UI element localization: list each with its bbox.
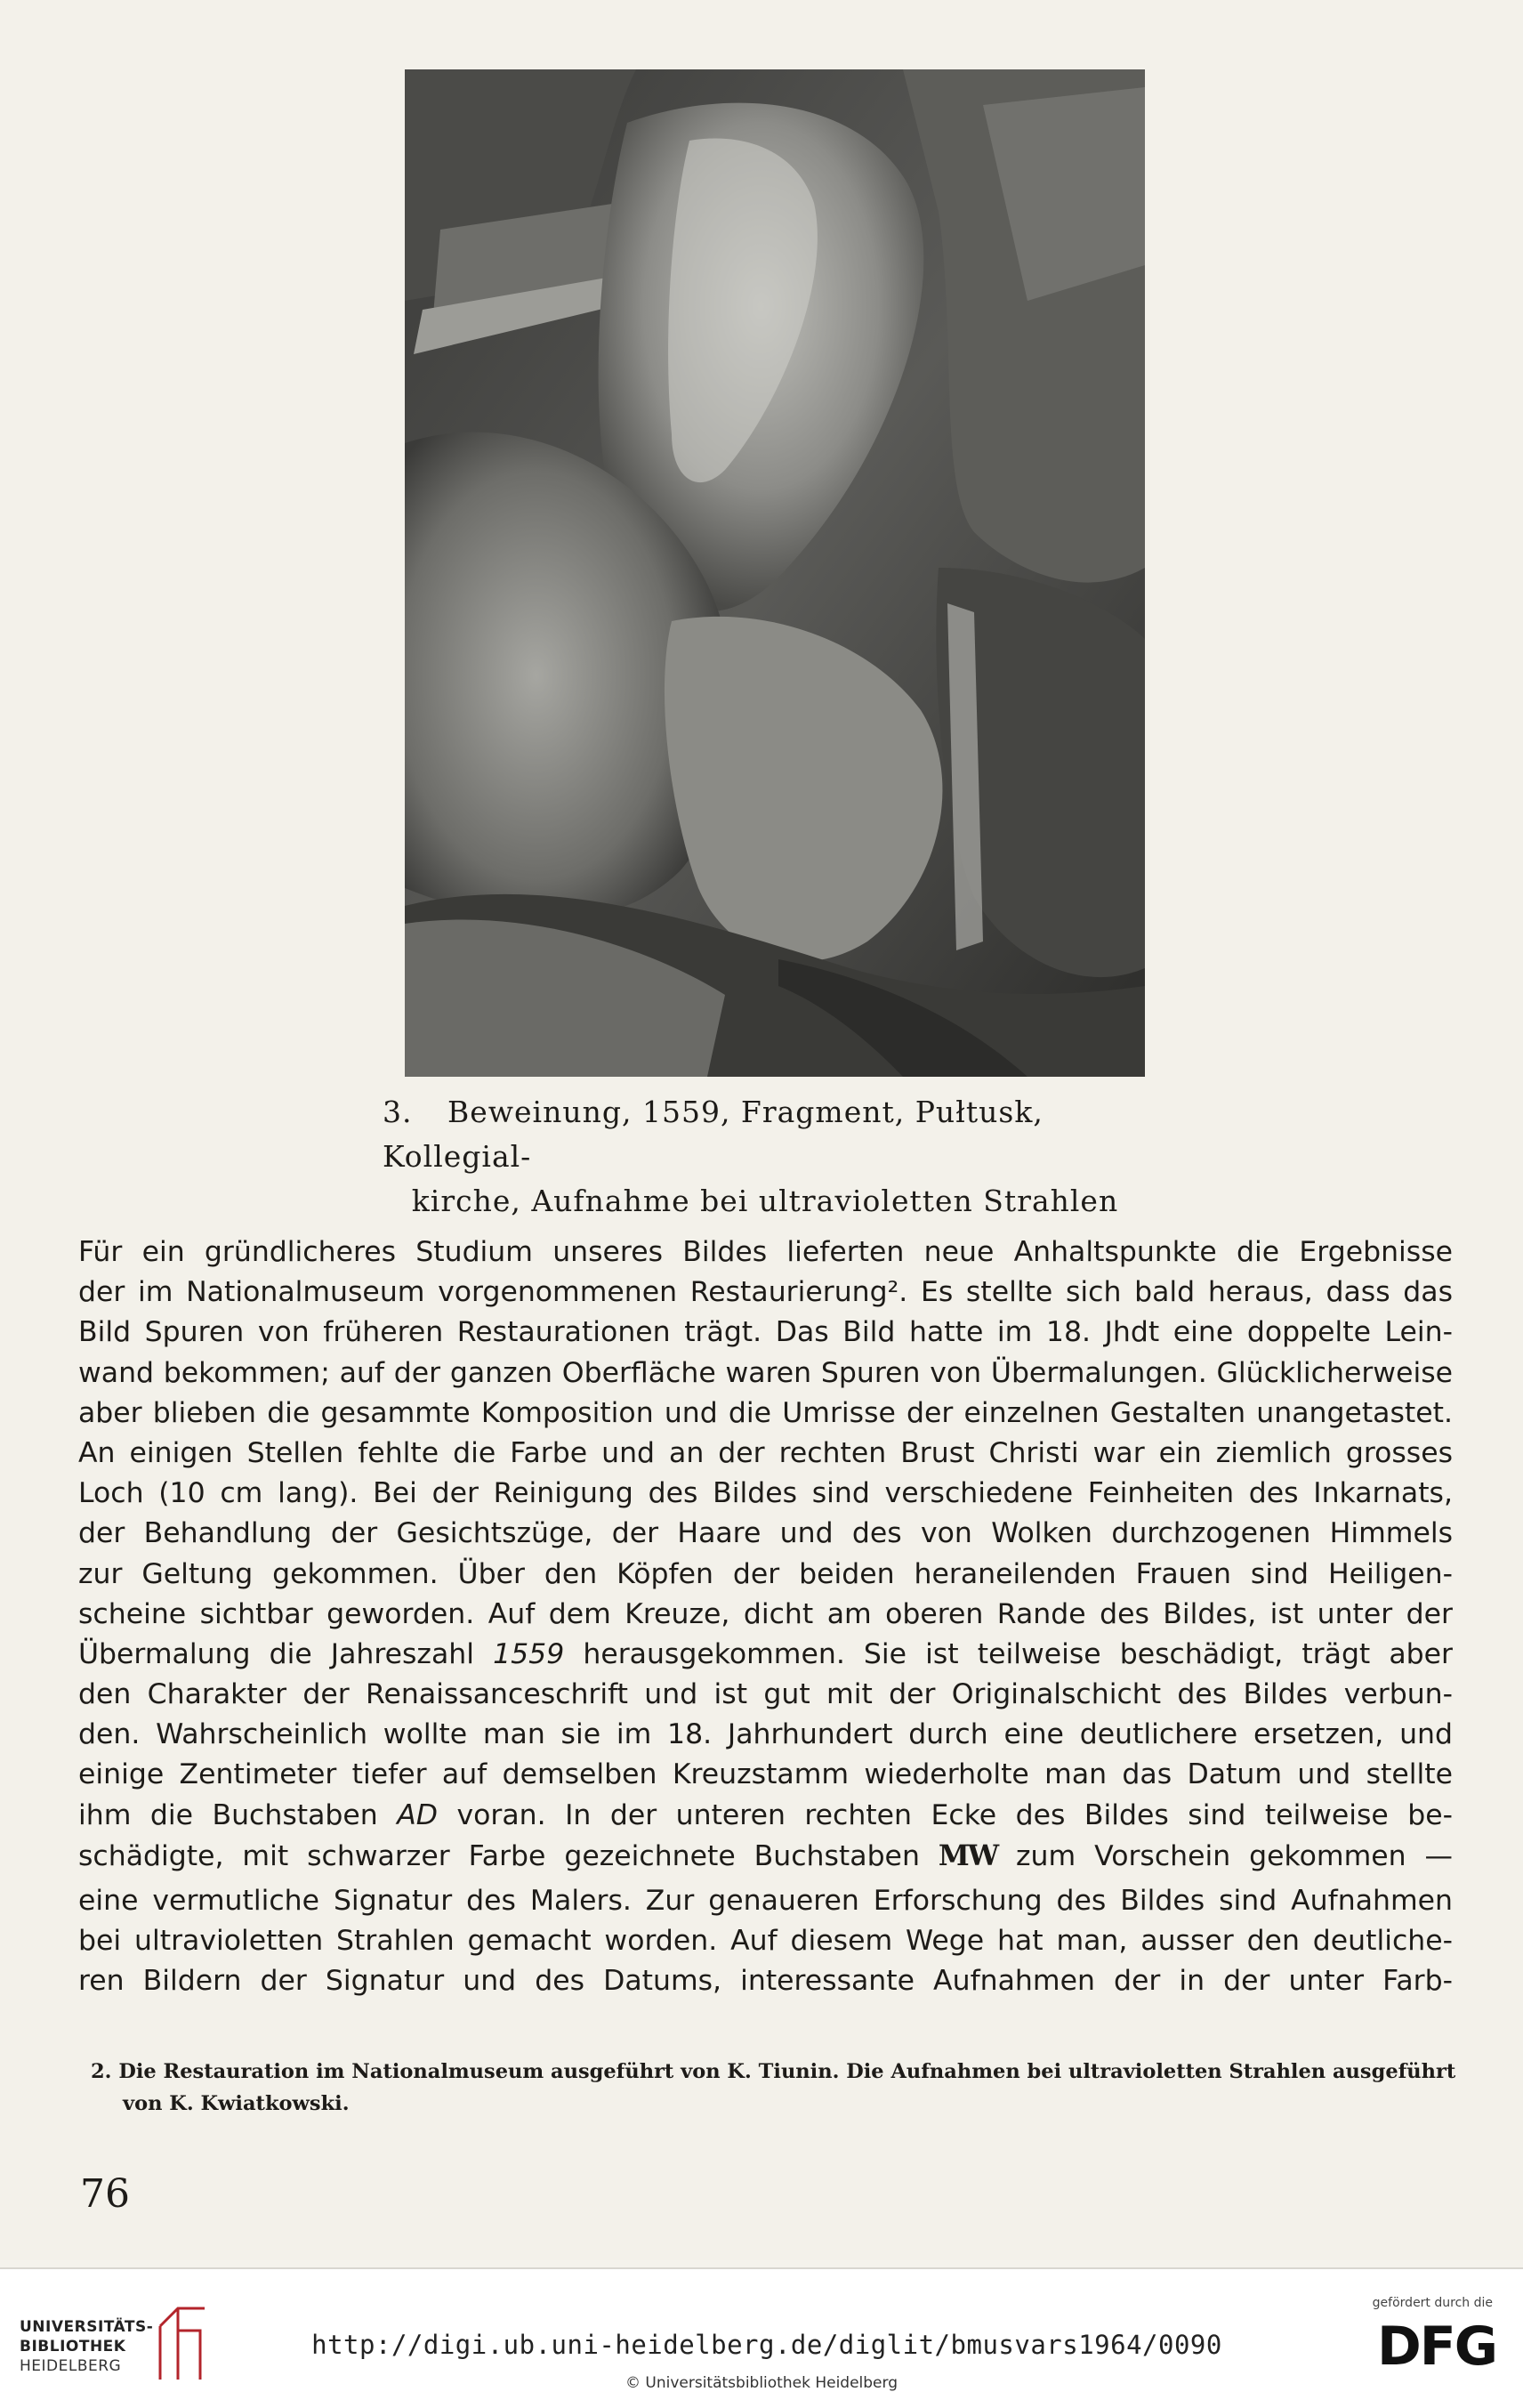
body-fragment: zum Vorschein gekommen —: [1016, 1839, 1454, 1872]
body-line: einige Zentimeter tiefer auf demselben Kreuzstamm wiederholte man das Datum und stellte: [78, 1758, 1453, 1791]
permalink-url[interactable]: http://digi.ub.uni-heidelberg.de/diglit/bmusvars1964/0090: [311, 2330, 1222, 2360]
copyright-notice: © Universitätsbibliothek Heidelberg: [625, 2374, 898, 2392]
body-line-with-date: [78, 1635, 1453, 1675]
library-name-line-1: UNIVERSITÄTS-: [20, 2318, 154, 2336]
body-line: An einigen Stellen fehlte die Farbe und an der rechten Brust Christi war ein ziemlich grosses: [78, 1436, 1453, 1469]
body-line: der im Nationalmuseum vorgenommenen Restaurierung². Es stellte sich bald heraus, dass das: [78, 1276, 1453, 1309]
body-line: scheine sichtbar geworden. Auf dem Kreuze, dicht am oberen Rande des Bildes, ist unter der: [78, 1597, 1453, 1630]
body-line: ren Bildern der Signatur und des Datums, interessante Aufnahmen der in der unter Farb-: [78, 1965, 1453, 1998]
body-line: Für ein gründlicheres Studium unseres Bildes lieferten neue Anhaltspunkte die Ergebnisse: [78, 1236, 1453, 1268]
footnote-line-1: 2. Die Restauration im Nationalmuseum ausgeführt von K. Tiunin. Die Aufnahmen bei ultravioletten Strahlen ausgeführt: [91, 2060, 1456, 2083]
body-line: aber blieben die gesammte Komposition und die Umrisse der einzelnen Gestalten unangetastet.: [78, 1396, 1453, 1429]
body-line: Bild Spuren von früheren Restaurationen trägt. Das Bild hatte im 18. Jhdt eine doppelte Lein-: [78, 1316, 1453, 1349]
body-fragment: Übermalung die Jahreszahl: [78, 1637, 474, 1670]
body-paragraph: [78, 1232, 1453, 2002]
caption-number: 3.: [383, 1095, 413, 1129]
footnote-line-2: von K. Kwiatkowski.: [123, 2092, 350, 2115]
body-line: der Behandlung der Gesichtszüge, der Haare und des von Wolken durchzogenen Himmels: [78, 1517, 1453, 1550]
body-line: bei ultravioletten Strahlen gemacht worden. Auf diesem Wege hat man, ausser den deutliche-: [78, 1925, 1453, 1958]
funder-label: gefördert durch die: [1372, 2296, 1493, 2310]
body-line-with-ad: [78, 1796, 1453, 1836]
body-fragment: schädigte, mit schwarzer Farbe gezeichnete Buchstaben: [78, 1839, 920, 1872]
body-fragment: voran. In der unteren rechten Ecke des Bildes sind teilweise be-: [456, 1798, 1454, 1831]
library-name-line-2: BIBLIOTHEK: [20, 2338, 126, 2355]
body-line: den. Wahrscheinlich wollte man sie im 18. Jahrhundert durch eine deutlichere ersetzen, und: [78, 1718, 1453, 1751]
body-line: eine vermutliche Signatur des Malers. Zur genaueren Erforschung des Bildes sind Aufnahmen: [78, 1885, 1453, 1917]
signature-mw: MW: [938, 1838, 998, 1872]
caption-line-2: kirche, Aufnahme bei ultravioletten Strahlen: [411, 1184, 1119, 1218]
library-name-line-3: HEIDELBERG: [20, 2357, 122, 2375]
letters-ad: AD: [397, 1798, 439, 1831]
body-fragment: herausgekommen. Sie ist teilweise beschädigt, trägt aber: [583, 1637, 1454, 1670]
caption-text-1: Beweinung, 1559, Fragment, Pułtusk, Kollegial-: [383, 1095, 1044, 1174]
ultraviolet-photograph: [405, 69, 1145, 1077]
date-1559: 1559: [493, 1637, 565, 1670]
body-line: wand bekommen; auf der ganzen Oberfläche waren Spuren von Übermalungen. Glücklicherweise: [78, 1356, 1453, 1389]
figure-caption: [383, 1090, 1165, 1224]
body-line: den Charakter der Renaissanceschrift und ist gut mit der Originalschicht des Bildes verbun-: [78, 1678, 1453, 1711]
body-line: zur Geltung gekommen. Über den Köpfen der beiden heraneilenden Frauen sind Heiligen-: [78, 1557, 1453, 1590]
body-fragment: ihm die Buchstaben: [78, 1798, 378, 1831]
body-line-with-signature: [78, 1836, 1453, 1876]
footnote: [91, 2056, 1456, 2120]
body-line: Loch (10 cm lang). Bei der Reinigung des Bildes sind verschiedene Feinheiten des Inkarnats,: [78, 1477, 1453, 1510]
photograph-image: [405, 69, 1145, 1077]
dfg-logo-icon[interactable]: DFG: [1376, 2315, 1496, 2378]
page-number: 76: [80, 2171, 130, 2217]
library-banner: [0, 2267, 1523, 2408]
caption-line-1: [383, 1090, 1165, 1179]
